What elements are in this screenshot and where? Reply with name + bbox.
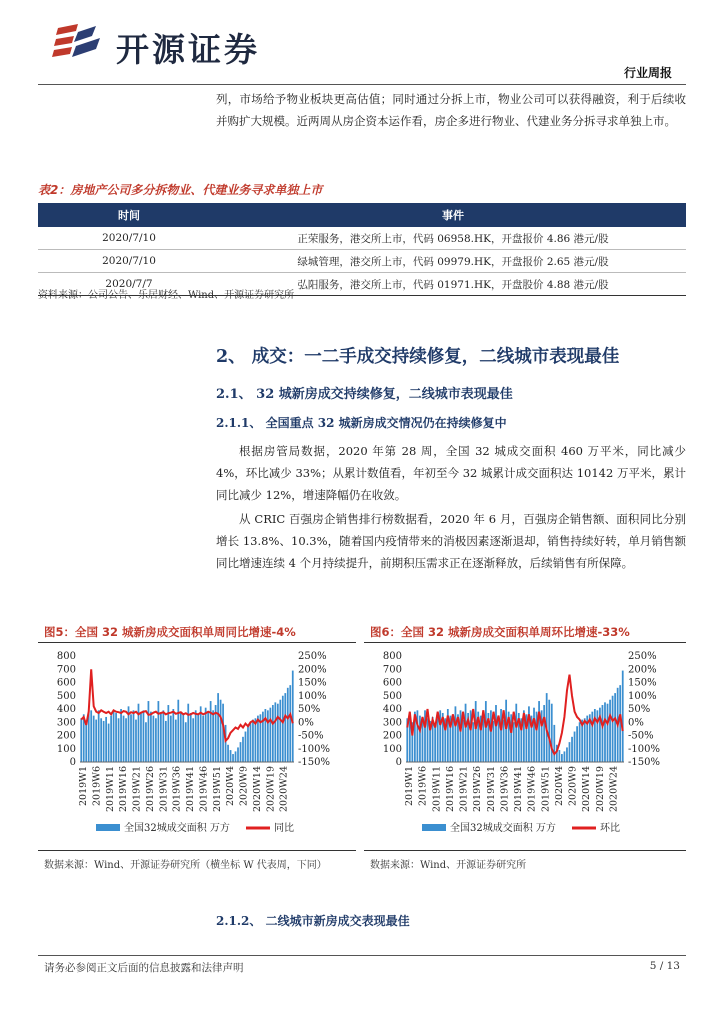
bar	[287, 688, 289, 762]
bar	[548, 700, 550, 762]
bar	[500, 709, 502, 762]
bar	[602, 705, 604, 762]
bar	[282, 696, 284, 762]
bar	[195, 710, 197, 762]
bar	[515, 704, 517, 762]
bar	[279, 700, 281, 762]
bar	[455, 706, 457, 762]
bar	[289, 685, 291, 762]
x-tick-label: 2019W51	[211, 766, 223, 813]
subsection-heading: 2.1、 32 城新房成交持续修复，二线城市表现最佳	[216, 387, 513, 402]
bar	[242, 737, 244, 762]
table-source: 资料来源：公司公告、乐居财经、Wind、开源证券研究所	[38, 290, 295, 301]
x-tick-label: 2019W16	[444, 766, 456, 813]
left-tick-label: 300	[382, 717, 402, 729]
bar	[482, 718, 484, 762]
left-tick-label: 0	[69, 757, 76, 768]
table-header-row	[38, 203, 686, 227]
bar	[513, 722, 515, 762]
x-tick-label: 2020W4	[553, 766, 565, 806]
right-tick-label: -150%	[298, 757, 330, 768]
legend-bar-label: 全国32城成交面积 万方	[124, 823, 230, 834]
bar	[197, 714, 199, 762]
bar	[292, 671, 294, 762]
bar	[247, 726, 249, 762]
bar	[103, 721, 105, 762]
right-tick-label: 100%	[298, 690, 327, 702]
bar	[596, 710, 598, 762]
header-event: 事件	[220, 203, 686, 227]
right-tick-label: 0%	[298, 717, 314, 729]
bar	[170, 716, 172, 762]
bar	[584, 718, 586, 762]
left-tick-label: 100	[56, 743, 76, 755]
footer-disclaimer: 请务必参阅正文后面的信息披露和法律声明	[44, 962, 244, 974]
bar	[267, 710, 269, 762]
bar	[272, 705, 274, 762]
bar	[133, 710, 135, 762]
left-tick-label: 400	[382, 704, 402, 715]
bar	[250, 722, 252, 762]
right-tick-label: -50%	[298, 730, 324, 742]
right-tick-label: -100%	[628, 743, 660, 755]
bar	[140, 713, 142, 762]
header-divider	[38, 84, 686, 85]
bar	[591, 712, 593, 762]
table-row	[38, 227, 686, 250]
bar	[274, 702, 276, 762]
right-tick-label: 200%	[628, 664, 657, 676]
left-tick-label: 200	[56, 730, 76, 742]
bar	[505, 700, 507, 762]
left-tick-label: 800	[382, 651, 402, 662]
bar	[162, 710, 164, 762]
bar	[90, 710, 92, 762]
bar	[612, 696, 614, 762]
section-heading: 2、 成交：一二手成交持续修复，二线城市表现最佳	[216, 347, 620, 367]
brand-name: 开源证券	[116, 30, 260, 69]
bar	[110, 716, 112, 762]
bar	[579, 722, 581, 762]
bar	[135, 720, 137, 762]
bar	[113, 710, 115, 762]
bar	[207, 712, 209, 762]
bar	[85, 722, 87, 762]
x-tick-label: 2020W19	[594, 766, 606, 813]
right-tick-label: 150%	[628, 677, 657, 689]
row-event: 正荣服务，港交所上市，代码 06958.HK，开盘报价 4.86 港元/股	[220, 227, 686, 250]
figure-6-rule	[364, 642, 686, 643]
events-table	[38, 203, 686, 296]
bar	[551, 704, 553, 762]
bar	[614, 693, 616, 762]
table-row	[38, 250, 686, 273]
bar	[120, 709, 122, 762]
x-tick-label: 2020W24	[608, 766, 620, 813]
bar	[465, 704, 467, 762]
header-date: 时间	[38, 203, 220, 227]
bar	[153, 716, 155, 762]
bar	[158, 701, 160, 762]
bar	[187, 704, 189, 762]
bar	[190, 713, 192, 762]
bar	[220, 700, 222, 762]
subsubsection-heading: 2.1.1、 全国重点 32 城新房成交情况仍在持续修复中	[216, 416, 507, 430]
bar	[230, 750, 232, 762]
figure-5-title: 图5：全国 32 城新房成交面积单周同比增速-4%	[44, 625, 296, 639]
x-tick-label: 2019W1	[78, 766, 89, 806]
row-date: 2020/7/7	[38, 273, 220, 296]
bar	[175, 720, 177, 762]
x-tick-label: 2019W16	[118, 766, 130, 813]
left-tick-label: 600	[56, 677, 76, 689]
left-tick-label: 500	[382, 690, 402, 702]
left-tick-label: 800	[56, 651, 76, 662]
intro-text: 列，市场给予物业板块更高估值；同时通过分拆上市，物业公司可以获得融资，利于后续收并购扩大规模。近两周从房企资本运作看，房企多进行物业、代建业务分拆寻求单独上市。	[216, 92, 686, 128]
bar	[123, 716, 125, 762]
bar	[155, 718, 157, 762]
bar	[576, 726, 578, 762]
bar	[493, 721, 495, 762]
bar	[148, 701, 150, 762]
body-paragraph-2	[216, 508, 686, 574]
right-tick-label: -100%	[298, 743, 330, 755]
bar	[80, 718, 82, 762]
bar	[100, 718, 102, 762]
right-tick-label: 200%	[298, 664, 327, 676]
bar	[252, 720, 254, 762]
figure-5-bottom-rule	[38, 850, 356, 851]
bar	[130, 714, 132, 762]
bar	[182, 714, 184, 762]
bar	[212, 710, 214, 762]
bar	[118, 718, 120, 762]
para2-text: 从 CRIC 百强房企销售排行榜数据看，2020 年 6 月，百强房企销售额、面积同比分别增长 13.8%、10.3%，随着国内疫情带来的消极因素逐渐退却，销售持续好转，单月销售额同比增速连续 4 个月持续提升，前期积压需求正在逐渐释放，后续销售有所保障。	[216, 512, 686, 570]
bar	[569, 742, 571, 762]
bar	[571, 737, 573, 762]
bar	[98, 710, 100, 762]
x-tick-label: 2019W31	[485, 766, 497, 813]
bar	[553, 725, 555, 762]
x-tick-label: 2020W19	[265, 766, 277, 813]
legend-line-label: 环比	[600, 823, 620, 834]
bar	[538, 701, 540, 762]
figure-5-source: 数据来源：Wind、开源证券研究所（横坐标 W 代表周，下同）	[44, 860, 327, 871]
row-event: 弘阳服务，港交所上市，代码 01971.HK，开盘股价 4.88 港元/股	[220, 273, 686, 296]
bar	[235, 751, 237, 762]
bar	[257, 716, 259, 762]
right-tick-label: 250%	[628, 651, 657, 662]
x-tick-label: 2019W41	[185, 766, 196, 813]
figure-5-chart	[38, 648, 356, 848]
x-tick-label: 2019W36	[499, 766, 511, 813]
bar	[145, 722, 147, 762]
bar	[475, 701, 477, 762]
right-tick-label: 150%	[298, 677, 327, 689]
bar	[227, 745, 229, 762]
right-tick-label: -150%	[628, 757, 660, 768]
bar	[165, 721, 167, 762]
x-tick-label: 2019W31	[158, 766, 170, 813]
left-tick-label: 0	[395, 757, 402, 768]
body-paragraph-1	[216, 440, 686, 506]
table-title: 表2：房地产公司多分拆物业、代建业务寻求单独上市	[38, 183, 323, 197]
bar	[609, 700, 611, 762]
legend-bar-swatch	[422, 824, 446, 831]
bar	[622, 671, 624, 762]
figure-6-chart	[364, 648, 686, 848]
bar	[217, 693, 219, 762]
x-tick-label: 2019W41	[513, 766, 524, 813]
bar	[434, 724, 436, 762]
bar	[604, 702, 606, 762]
bar	[125, 718, 127, 762]
right-tick-label: 50%	[628, 704, 651, 715]
bar	[437, 716, 439, 762]
x-tick-label: 2019W11	[104, 766, 116, 813]
bar	[485, 701, 487, 762]
x-tick-label: 2019W11	[431, 766, 443, 813]
bar	[277, 704, 279, 762]
right-tick-label: 250%	[298, 651, 327, 662]
x-tick-label: 2020W4	[225, 766, 237, 806]
bar	[108, 724, 110, 762]
x-tick-label: 2019W26	[472, 766, 484, 813]
bar	[205, 708, 207, 762]
x-tick-label: 2019W1	[404, 766, 415, 806]
page-number: 5 / 13	[649, 960, 680, 972]
bar	[240, 742, 242, 762]
left-tick-label: 200	[382, 730, 402, 742]
bar	[150, 712, 152, 762]
bar	[533, 708, 535, 762]
bar	[269, 708, 271, 762]
row-date: 2020/7/10	[38, 250, 220, 273]
brand-logo-icon	[52, 22, 104, 62]
bar	[160, 713, 162, 762]
bar	[452, 718, 454, 762]
bar	[185, 722, 187, 762]
x-tick-label: 2020W24	[278, 766, 290, 813]
legend-bar-label: 全国32城成交面积 万方	[450, 823, 556, 834]
left-tick-label: 700	[382, 664, 402, 676]
bar	[237, 747, 239, 762]
bar	[490, 710, 492, 762]
right-tick-label: -50%	[628, 730, 654, 742]
figure-6-bottom-rule	[364, 850, 686, 851]
bar	[607, 704, 609, 762]
bar	[460, 710, 462, 762]
footer-divider	[38, 955, 686, 956]
report-type: 行业周报	[623, 66, 672, 80]
bar	[558, 750, 560, 762]
row-date: 2020/7/10	[38, 227, 220, 250]
bar	[143, 710, 145, 762]
bar	[566, 747, 568, 762]
bar	[564, 751, 566, 762]
bar	[462, 720, 464, 762]
bar	[422, 720, 424, 762]
bar	[561, 754, 563, 762]
bar	[245, 732, 247, 762]
intro-paragraph	[216, 88, 686, 132]
x-tick-label: 2019W26	[144, 766, 156, 813]
bar	[115, 713, 117, 762]
figure-5-rule	[38, 642, 356, 643]
bar	[192, 718, 194, 762]
para1-text: 根据房管局数据，2020 年第 28 周，全国 32 城成交面积 460 万平米，同比减少 4%，环比减少 33%；从累计数值看，年初至今 32 城累计成交面积达 10142 万平米，累计同比减少 12%，增速降幅仍在收敛。	[216, 444, 686, 502]
bar	[180, 712, 182, 762]
bar	[105, 717, 107, 762]
left-tick-label: 400	[56, 704, 76, 715]
left-tick-label: 600	[382, 677, 402, 689]
bar	[503, 720, 505, 762]
legend-bar-swatch	[96, 824, 120, 831]
bar	[284, 693, 286, 762]
row-event: 绿城管理，港交所上市，代码 09979.HK，开盘报价 2.65 港元/股	[220, 250, 686, 273]
left-tick-label: 100	[382, 743, 402, 755]
bar	[200, 706, 202, 762]
x-tick-label: 2019W21	[458, 766, 470, 813]
x-tick-label: 2019W36	[171, 766, 183, 813]
x-tick-label: 2020W14	[581, 766, 593, 813]
subsubsection-heading-2: 2.1.2、 二线城市新房成交表现最佳	[216, 914, 410, 928]
figure-6-title: 图6：全国 32 城新房成交面积单周环比增速-33%	[370, 625, 630, 639]
x-tick-label: 2019W21	[131, 766, 143, 813]
left-tick-label: 500	[56, 690, 76, 702]
legend-line-label: 同比	[274, 823, 294, 834]
bar	[543, 705, 545, 762]
bar	[172, 709, 174, 762]
figure-6-source: 数据来源：Wind、开源证券研究所	[370, 860, 527, 871]
bar	[95, 720, 97, 762]
bar	[472, 722, 474, 762]
right-tick-label: 50%	[298, 704, 321, 715]
x-tick-label: 2019W46	[526, 766, 538, 813]
left-tick-label: 700	[56, 664, 76, 676]
bar	[93, 716, 95, 762]
x-tick-label: 2019W51	[540, 766, 552, 813]
x-tick-label: 2020W14	[251, 766, 263, 813]
x-tick-label: 2019W6	[417, 766, 429, 806]
bar	[574, 732, 576, 762]
x-tick-label: 2019W6	[91, 766, 103, 806]
right-tick-label: 0%	[628, 717, 644, 729]
left-tick-label: 300	[56, 717, 76, 729]
bar	[202, 716, 204, 762]
bar	[210, 701, 212, 762]
right-tick-label: 100%	[628, 690, 657, 702]
bar	[495, 705, 497, 762]
x-tick-label: 2019W46	[198, 766, 210, 813]
x-tick-label: 2020W9	[567, 766, 579, 806]
x-tick-label: 2020W9	[238, 766, 250, 806]
bar	[177, 700, 179, 762]
bar	[232, 754, 234, 762]
bar	[427, 718, 429, 762]
